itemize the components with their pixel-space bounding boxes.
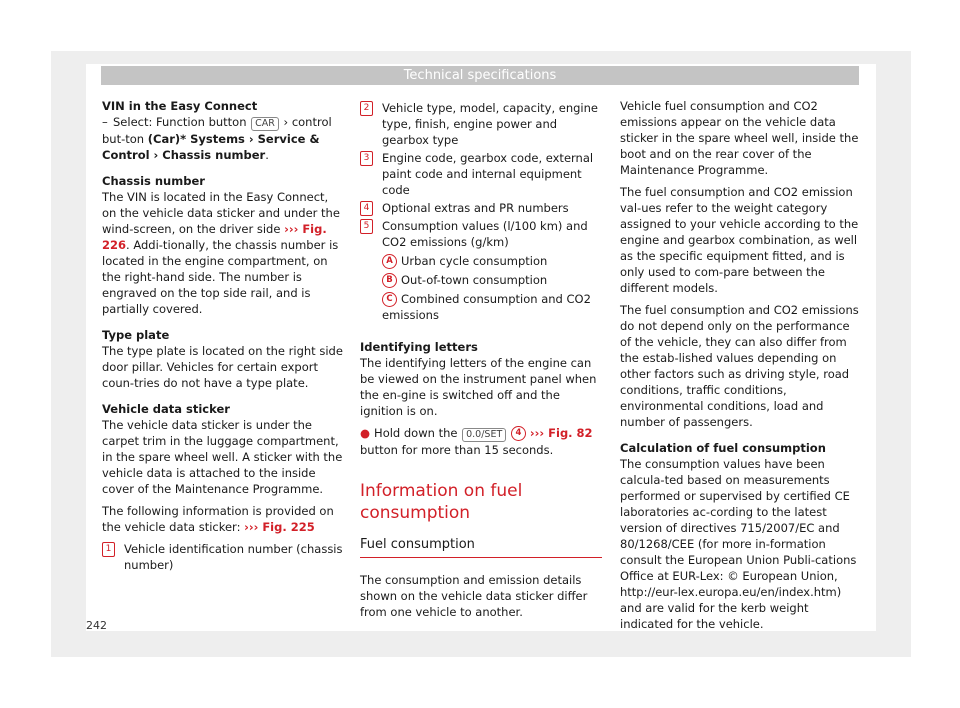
sub-item-letter: B [382,273,397,288]
paragraph: The fuel consumption and CO2 emission val-ues refer to the weight category assigned to your vehicle according to the engine and gearbox combination, as well as the specific equipment fitted, and is only used to com-pare between the different models. [620,185,859,295]
page-header: Technical specifications [101,66,859,85]
sub-item-text: Combined consumption and CO2 emissions [382,292,591,322]
item-number: 1 [102,542,115,557]
vin-step-text: Select: Function button [113,115,251,129]
item-number: 3 [360,151,373,166]
item-number: 4 [360,201,373,216]
following-text-a: The following information is provided on the vehicle data sticker: [102,504,334,534]
hold-instruction [360,425,602,458]
chassis-text [102,189,344,317]
item-number: 5 [360,219,373,234]
sub-item [382,291,602,323]
chassis-title: Chassis number [102,174,205,188]
type-plate-text: The type plate is located on the right side door pillar. Vehicles for certain export coun-tries do not have a type plate. [102,344,343,390]
ident-text: The identifying letters of the engine can be viewed on the instrument panel when the en-gine is switched off and the ignition is on. [360,356,597,418]
item-text: Optional extras and PR numbers [382,201,569,215]
fig-225-link[interactable]: ››› Fig. 225 [244,520,315,534]
fuel-text: The consumption and emission details shown on the vehicle data sticker differ from one vehicle to another. [360,573,588,619]
hold-text-b: button for more than 15 seconds. [360,443,554,457]
list-item [360,150,602,198]
sub-item [382,272,602,288]
subsection-title: Fuel consumption [360,537,602,558]
item-text: Consumption values (l/100 km) and CO2 emissions (g/km) [382,219,588,249]
page-number: 242 [86,619,107,632]
list-item [102,541,344,573]
list-item [360,218,602,250]
fig-226-link[interactable]: ››› Fig. 226 [102,222,327,252]
item-number: 2 [360,101,373,116]
following-text [102,503,344,535]
section-title: Information on fuel consumption [360,481,523,523]
car-key: CAR [251,117,279,131]
vin-title: VIN in the Easy Connect [102,99,258,113]
list-item [360,100,602,148]
ident-title: Identifying letters [360,340,478,354]
column-1 [102,98,344,573]
set-key: 0.0/SET [462,428,506,442]
sticker-title: Vehicle data sticker [102,402,230,416]
sub-item-text: Out-of-town consumption [401,273,548,287]
list-item [360,200,602,216]
item-text: Engine code, gearbox code, external paint code and internal equipment code [382,151,594,197]
calc-text: The consumption values have been calcula-ted based on measurements performed or supervised by certified CE laboratories ac-cording to the latest version of directives 715/2007/EC and 80/1268/CEE (for more in-formation consult the European Union Publi-cations Office at EUR-Lex: © European Union, http://eur-lex.europa.eu/en/index.htm) and are valid for the kerb weight indicated for the vehicle. [620,457,857,631]
item-text: Vehicle type, model, capacity, engine type, finish, engine power and gearbox type [382,101,598,147]
column-3 [620,98,862,632]
sub-item-text: Urban cycle consumption [401,254,548,268]
sub-item [382,253,602,269]
chassis-text-b: . Addi-tionally, the chassis number is located in the engine compartment, on the right-hand side. The number is engraved on the top side rail, and is partially covered. [102,238,339,316]
vin-step-text-2: › control but-ton [102,115,332,146]
paragraph: The fuel consumption and CO2 emissions do not depend only on the performance of the vehicle, they can also differ from the estab-lished values depending on other factors such as driving style, road conditions, traffic conditions, environmental conditions, load and number of passengers. [620,303,859,429]
fig-82-link[interactable]: ››› Fig. 82 [529,426,593,440]
column-2 [360,98,602,620]
type-plate-title: Type plate [102,328,170,342]
bullet-icon: ● [360,426,371,440]
sub-item-letter: A [382,254,397,269]
chassis-text-a: The VIN is located in the Easy Connect, on the vehicle data sticker and under the wind-screen, on the driver side [102,190,340,236]
paragraph: Vehicle fuel consumption and CO2 emissions appear on the vehicle data sticker in the spare wheel well, inside the boot and on the rear cover of the Maintenance Programme. [620,99,859,177]
item-text: Vehicle identification number (chassis number) [124,542,343,572]
vin-step-path: (Car)* Systems › Service & Control › Chassis number [102,132,320,162]
hold-callout: 4 [511,426,526,441]
sub-item-letter: C [382,292,397,307]
sticker-text: The vehicle data sticker is under the carpet trim in the luggage compartment, in the spare wheel well. A sticker with the vehicle data is attached to the inside cover of the Maintenance Programme. [102,418,343,496]
calc-title: Calculation of fuel consumption [620,441,826,455]
vin-step: – Select: Function button CAR › control but-ton (Car)* Systems › Service & Control › Chassis number. [102,115,332,162]
hold-text-a: Hold down the [374,426,462,440]
